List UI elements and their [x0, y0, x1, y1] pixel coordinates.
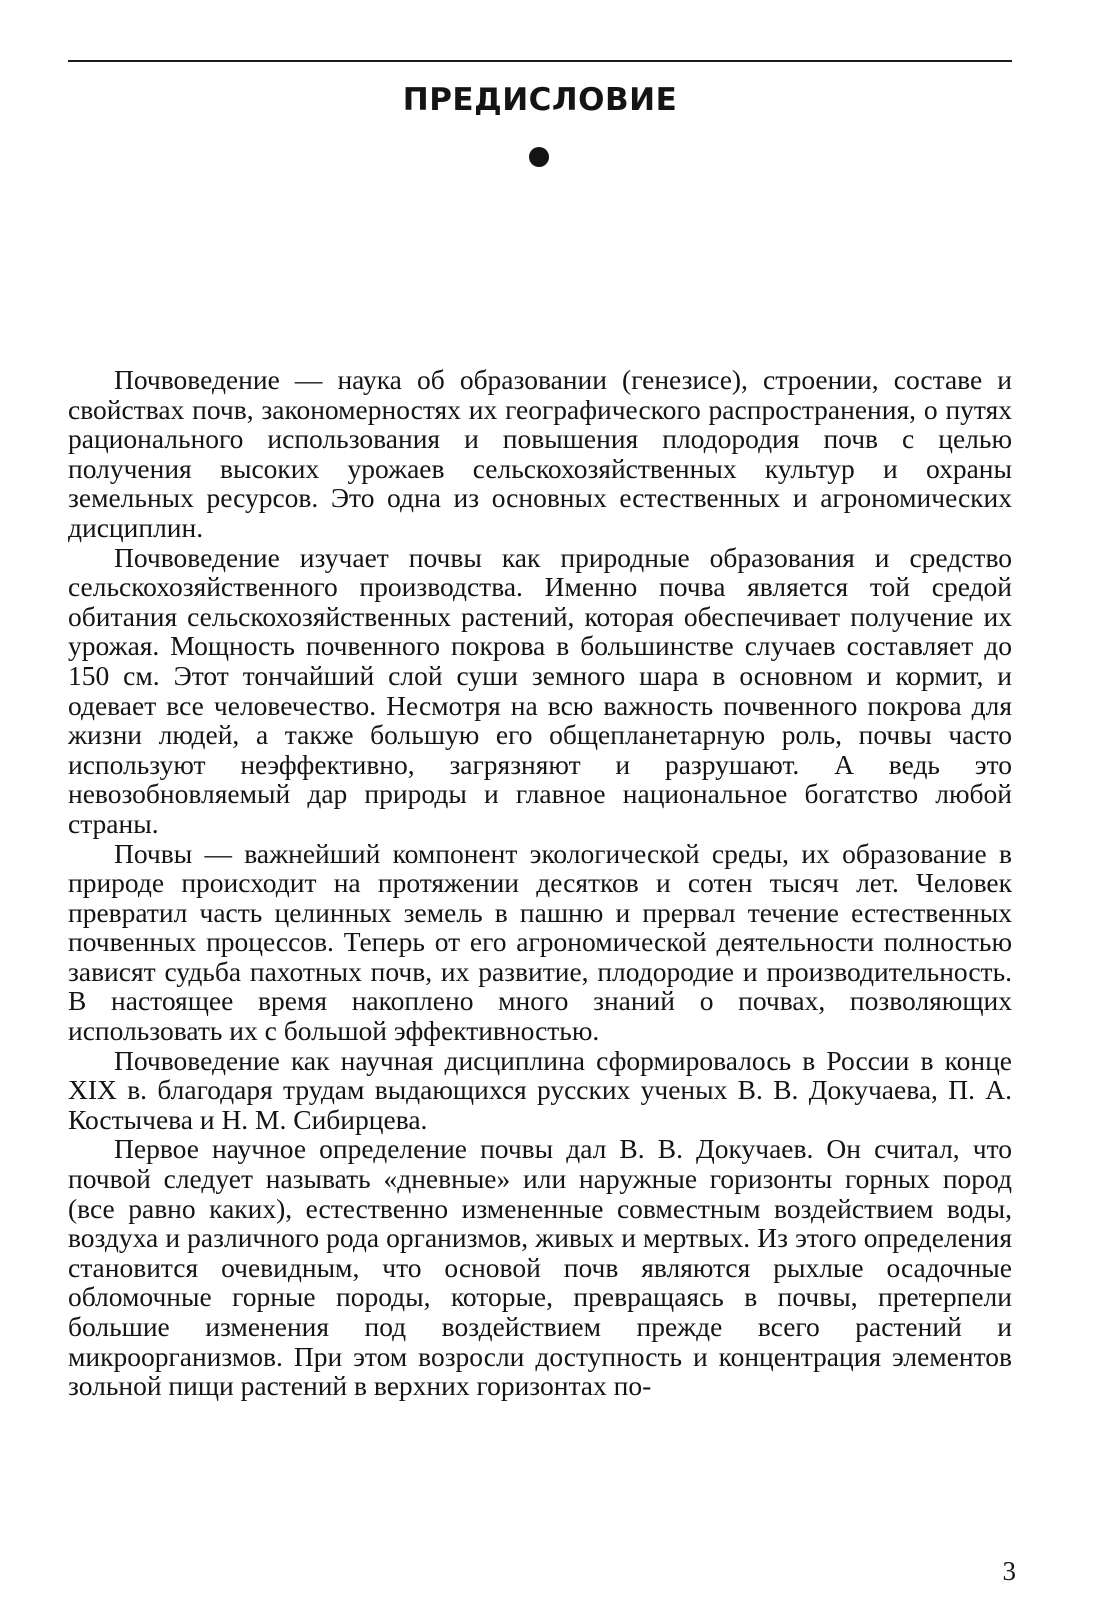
paragraph-2: Почвоведение изучает почвы как природные образования и средство сельскохозяйственного производства. Именно почва является той средой обитания сельскохозяйственных растений, которая обеспечивает получение их урожая. Мощность почвенного покрова в большинстве случаев составляет до 150 см. Этот тончайший слой суши земного шара в основном и кормит, и одевает все человечество. Несмотря на всю важность почвенного покрова для жизни людей, а также большую его общепланетарную роль, почвы часто используют неэффективно, загрязняют и разрушают. А ведь это невозобновляемый дар природы и главное национальное богатство любой страны.: [68, 541, 1012, 839]
paragraph-3: Почвы — важнейший компонент экологической среды, их образование в природе происходит на протяжении десятков и сотен тысяч лет. Человек превратил часть целинных земель в пашню и прервал течение естественных почвенных процессов. Теперь от его агрономической деятельности полностью зависят судьба пахотных почв, их развитие, плодородие и производительность. В настоящее время накоплено много знаний о почвах, позволяющих использовать их с большой эффективностью.: [68, 837, 1012, 1047]
paragraph-1: Почвоведение — наука об образовании (генезисе), строении, составе и свойствах почв, закономерностях их географического распространения, о путях рационального использования и повышения плодородия почв с целью получения высоких урожаев сельскохозяйственных культур и охраны земельных ресурсов. Это одна из основных естественных и агрономических дисциплин.: [68, 364, 1012, 543]
paragraph-5: Первое научное определение почвы дал В. В. Докучаев. Он считал, что почвой следует называть «дневные» или наружные горизонты горных пород (все равно каких), естественно измененные совместным воздействием воды, воздуха и различного рода организмов, живых и мертвых. Из этого определения становится очевидным, что основой почв являются рыхлые осадочные обломочные горные породы, которые, превращаясь в почвы, претерпели большие изменения под воздействием прежде всего растений и микроорганизмов. При этом возросли доступность и концентрация элементов зольной пищи растений в верхних горизонтах по-: [68, 1133, 1012, 1402]
body-text: [68, 365, 1012, 1401]
bullet-ornament: [529, 147, 549, 167]
page-number: 3: [1002, 1556, 1016, 1586]
page-title: ПРЕДИСЛОВИЕ: [402, 82, 678, 118]
top-rule: [68, 60, 1012, 62]
paragraph-4: Почвоведение как научная дисциплина сформировалось в России в конце XIX в. благодаря трудам выдающихся русских ученых В. В. Докучаева, П. А. Костычева и Н. М. Сибирцева.: [68, 1044, 1012, 1135]
